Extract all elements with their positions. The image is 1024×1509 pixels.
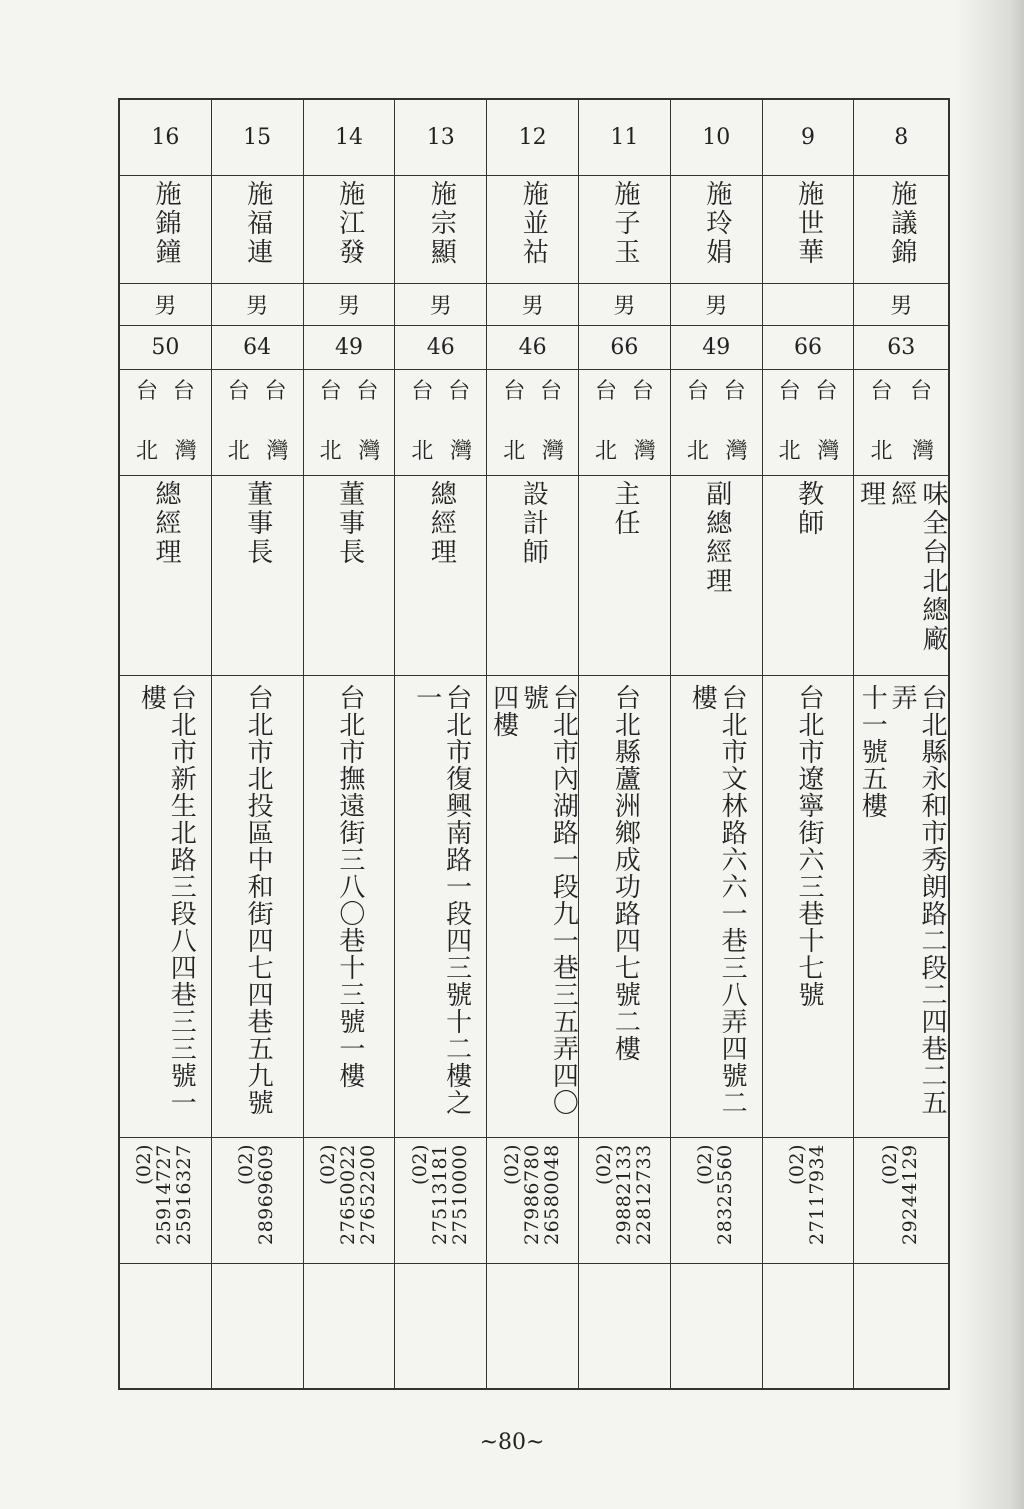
member-notes <box>120 1264 211 1388</box>
member-column <box>578 100 670 1388</box>
member-address: 台北市北投區中和街四七四巷五九號 <box>212 676 303 1138</box>
member-address: 台北市新生北路三段八四巷三三號一樓 <box>120 676 211 1138</box>
member-name: 施錦鐘 <box>120 176 211 284</box>
member-address: 台北市遼寧街六三巷十七號 <box>763 676 854 1138</box>
member-notes <box>579 1264 670 1388</box>
member-column <box>670 100 762 1388</box>
member-notes <box>304 1264 395 1388</box>
origin-char: 灣 <box>541 439 564 464</box>
member-phone: (02) 29882133 22812733 <box>579 1138 670 1264</box>
member-table <box>118 98 950 1390</box>
origin-char: 灣 <box>633 439 656 464</box>
member-occupation: 味全台北總廠經 理 <box>854 476 948 676</box>
origin-char: 台 <box>172 379 195 404</box>
member-age: 66 <box>763 326 854 370</box>
member-sex <box>763 284 854 326</box>
member-occupation: 教師 <box>763 476 854 676</box>
member-origin <box>854 370 948 476</box>
member-name: 施玲娟 <box>671 176 762 284</box>
origin-char: 灣 <box>911 439 934 464</box>
member-notes <box>395 1264 486 1388</box>
member-occupation: 董事長 <box>304 476 395 676</box>
member-column <box>762 100 854 1388</box>
member-number: 9 <box>763 100 854 176</box>
origin-char: 台 <box>778 379 801 404</box>
member-notes <box>487 1264 578 1388</box>
member-origin <box>487 370 578 476</box>
member-address: 台北縣蘆洲鄉成功路四七號二樓 <box>579 676 670 1138</box>
member-age: 64 <box>212 326 303 370</box>
member-sex: 男 <box>854 284 948 326</box>
member-phone: (02) 27513181 27510000 <box>395 1138 486 1264</box>
member-origin <box>395 370 486 476</box>
member-notes <box>212 1264 303 1388</box>
origin-char: 台 <box>135 379 158 404</box>
member-address: 台北市撫遠街三八〇巷十三號一樓 <box>304 676 395 1138</box>
origin-char: 台 <box>539 379 562 404</box>
member-address: 台北市文林路六六一巷三八弄四號二樓 <box>671 676 762 1138</box>
member-number: 8 <box>854 100 948 176</box>
member-age: 66 <box>579 326 670 370</box>
member-notes <box>763 1264 854 1388</box>
origin-char: 台 <box>227 379 250 404</box>
member-origin <box>671 370 762 476</box>
member-age: 46 <box>487 326 578 370</box>
origin-char: 北 <box>870 439 893 464</box>
page-number: ~80~ <box>479 1430 545 1455</box>
member-column <box>486 100 578 1388</box>
origin-char: 北 <box>503 439 526 464</box>
member-name: 施子玉 <box>579 176 670 284</box>
member-column <box>211 100 303 1388</box>
member-age: 50 <box>120 326 211 370</box>
origin-char: 台 <box>815 379 838 404</box>
member-sex: 男 <box>304 284 395 326</box>
member-occupation: 副總經理 <box>671 476 762 676</box>
member-origin <box>304 370 395 476</box>
member-origin <box>763 370 854 476</box>
origin-char: 台 <box>723 379 746 404</box>
page-edge-shadow <box>954 0 1024 1509</box>
origin-char: 台 <box>631 379 654 404</box>
origin-char: 北 <box>595 439 618 464</box>
member-column <box>303 100 395 1388</box>
member-origin <box>120 370 211 476</box>
member-address: 台北市復興南路一段四三號十二樓之一 <box>395 676 486 1138</box>
member-name: 施世華 <box>763 176 854 284</box>
origin-char: 灣 <box>174 439 197 464</box>
member-notes <box>671 1264 762 1388</box>
origin-char: 北 <box>778 439 801 464</box>
origin-char: 台 <box>356 379 379 404</box>
member-number: 16 <box>120 100 211 176</box>
member-number: 14 <box>304 100 395 176</box>
member-name: 施議錦 <box>854 176 948 284</box>
origin-char: 台 <box>909 379 932 404</box>
origin-char: 台 <box>870 379 893 404</box>
member-origin <box>212 370 303 476</box>
member-phone: (02) 28325560 <box>671 1138 762 1264</box>
member-notes <box>854 1264 948 1388</box>
member-name: 施並祜 <box>487 176 578 284</box>
origin-char: 台 <box>264 379 287 404</box>
member-number: 15 <box>212 100 303 176</box>
member-number: 10 <box>671 100 762 176</box>
origin-char: 灣 <box>266 439 289 464</box>
origin-char: 灣 <box>450 439 473 464</box>
member-address: 台北市內湖路一段九一巷三五弄四〇號 四樓 <box>487 676 578 1138</box>
member-age: 46 <box>395 326 486 370</box>
member-phone: (02) 27650022 27652200 <box>304 1138 395 1264</box>
member-age: 49 <box>671 326 762 370</box>
member-sex: 男 <box>671 284 762 326</box>
origin-char: 台 <box>503 379 526 404</box>
member-occupation: 主任 <box>579 476 670 676</box>
member-phone: (02) 25914727 25916327 <box>120 1138 211 1264</box>
member-origin <box>579 370 670 476</box>
member-name: 施宗顯 <box>395 176 486 284</box>
member-sex: 男 <box>579 284 670 326</box>
origin-char: 灣 <box>725 439 748 464</box>
member-sex: 男 <box>487 284 578 326</box>
member-name: 施福連 <box>212 176 303 284</box>
member-column <box>394 100 486 1388</box>
member-occupation: 董事長 <box>212 476 303 676</box>
origin-char: 北 <box>686 439 709 464</box>
member-phone: (02) 28969609 <box>212 1138 303 1264</box>
member-number: 11 <box>579 100 670 176</box>
member-number: 12 <box>487 100 578 176</box>
origin-char: 北 <box>411 439 434 464</box>
member-age: 63 <box>854 326 948 370</box>
member-name: 施江發 <box>304 176 395 284</box>
member-column <box>853 100 948 1388</box>
member-number: 13 <box>395 100 486 176</box>
member-column <box>120 100 211 1388</box>
member-age: 49 <box>304 326 395 370</box>
member-occupation: 總經理 <box>120 476 211 676</box>
member-phone: (02) 29244129 <box>854 1138 948 1264</box>
origin-char: 台 <box>448 379 471 404</box>
origin-char: 台 <box>595 379 618 404</box>
member-phone: (02) 27986780 26580048 <box>487 1138 578 1264</box>
member-sex: 男 <box>120 284 211 326</box>
origin-char: 灣 <box>817 439 840 464</box>
member-sex: 男 <box>395 284 486 326</box>
member-sex: 男 <box>212 284 303 326</box>
member-occupation: 總經理 <box>395 476 486 676</box>
origin-char: 台 <box>319 379 342 404</box>
origin-char: 北 <box>227 439 250 464</box>
member-phone: (02) 27117934 <box>763 1138 854 1264</box>
member-occupation: 設計師 <box>487 476 578 676</box>
origin-char: 北 <box>135 439 158 464</box>
origin-char: 台 <box>686 379 709 404</box>
origin-char: 北 <box>319 439 342 464</box>
member-address: 台北縣永和市秀朗路二段二四巷二五弄 十一號五樓 <box>854 676 948 1138</box>
origin-char: 灣 <box>358 439 381 464</box>
origin-char: 台 <box>411 379 434 404</box>
